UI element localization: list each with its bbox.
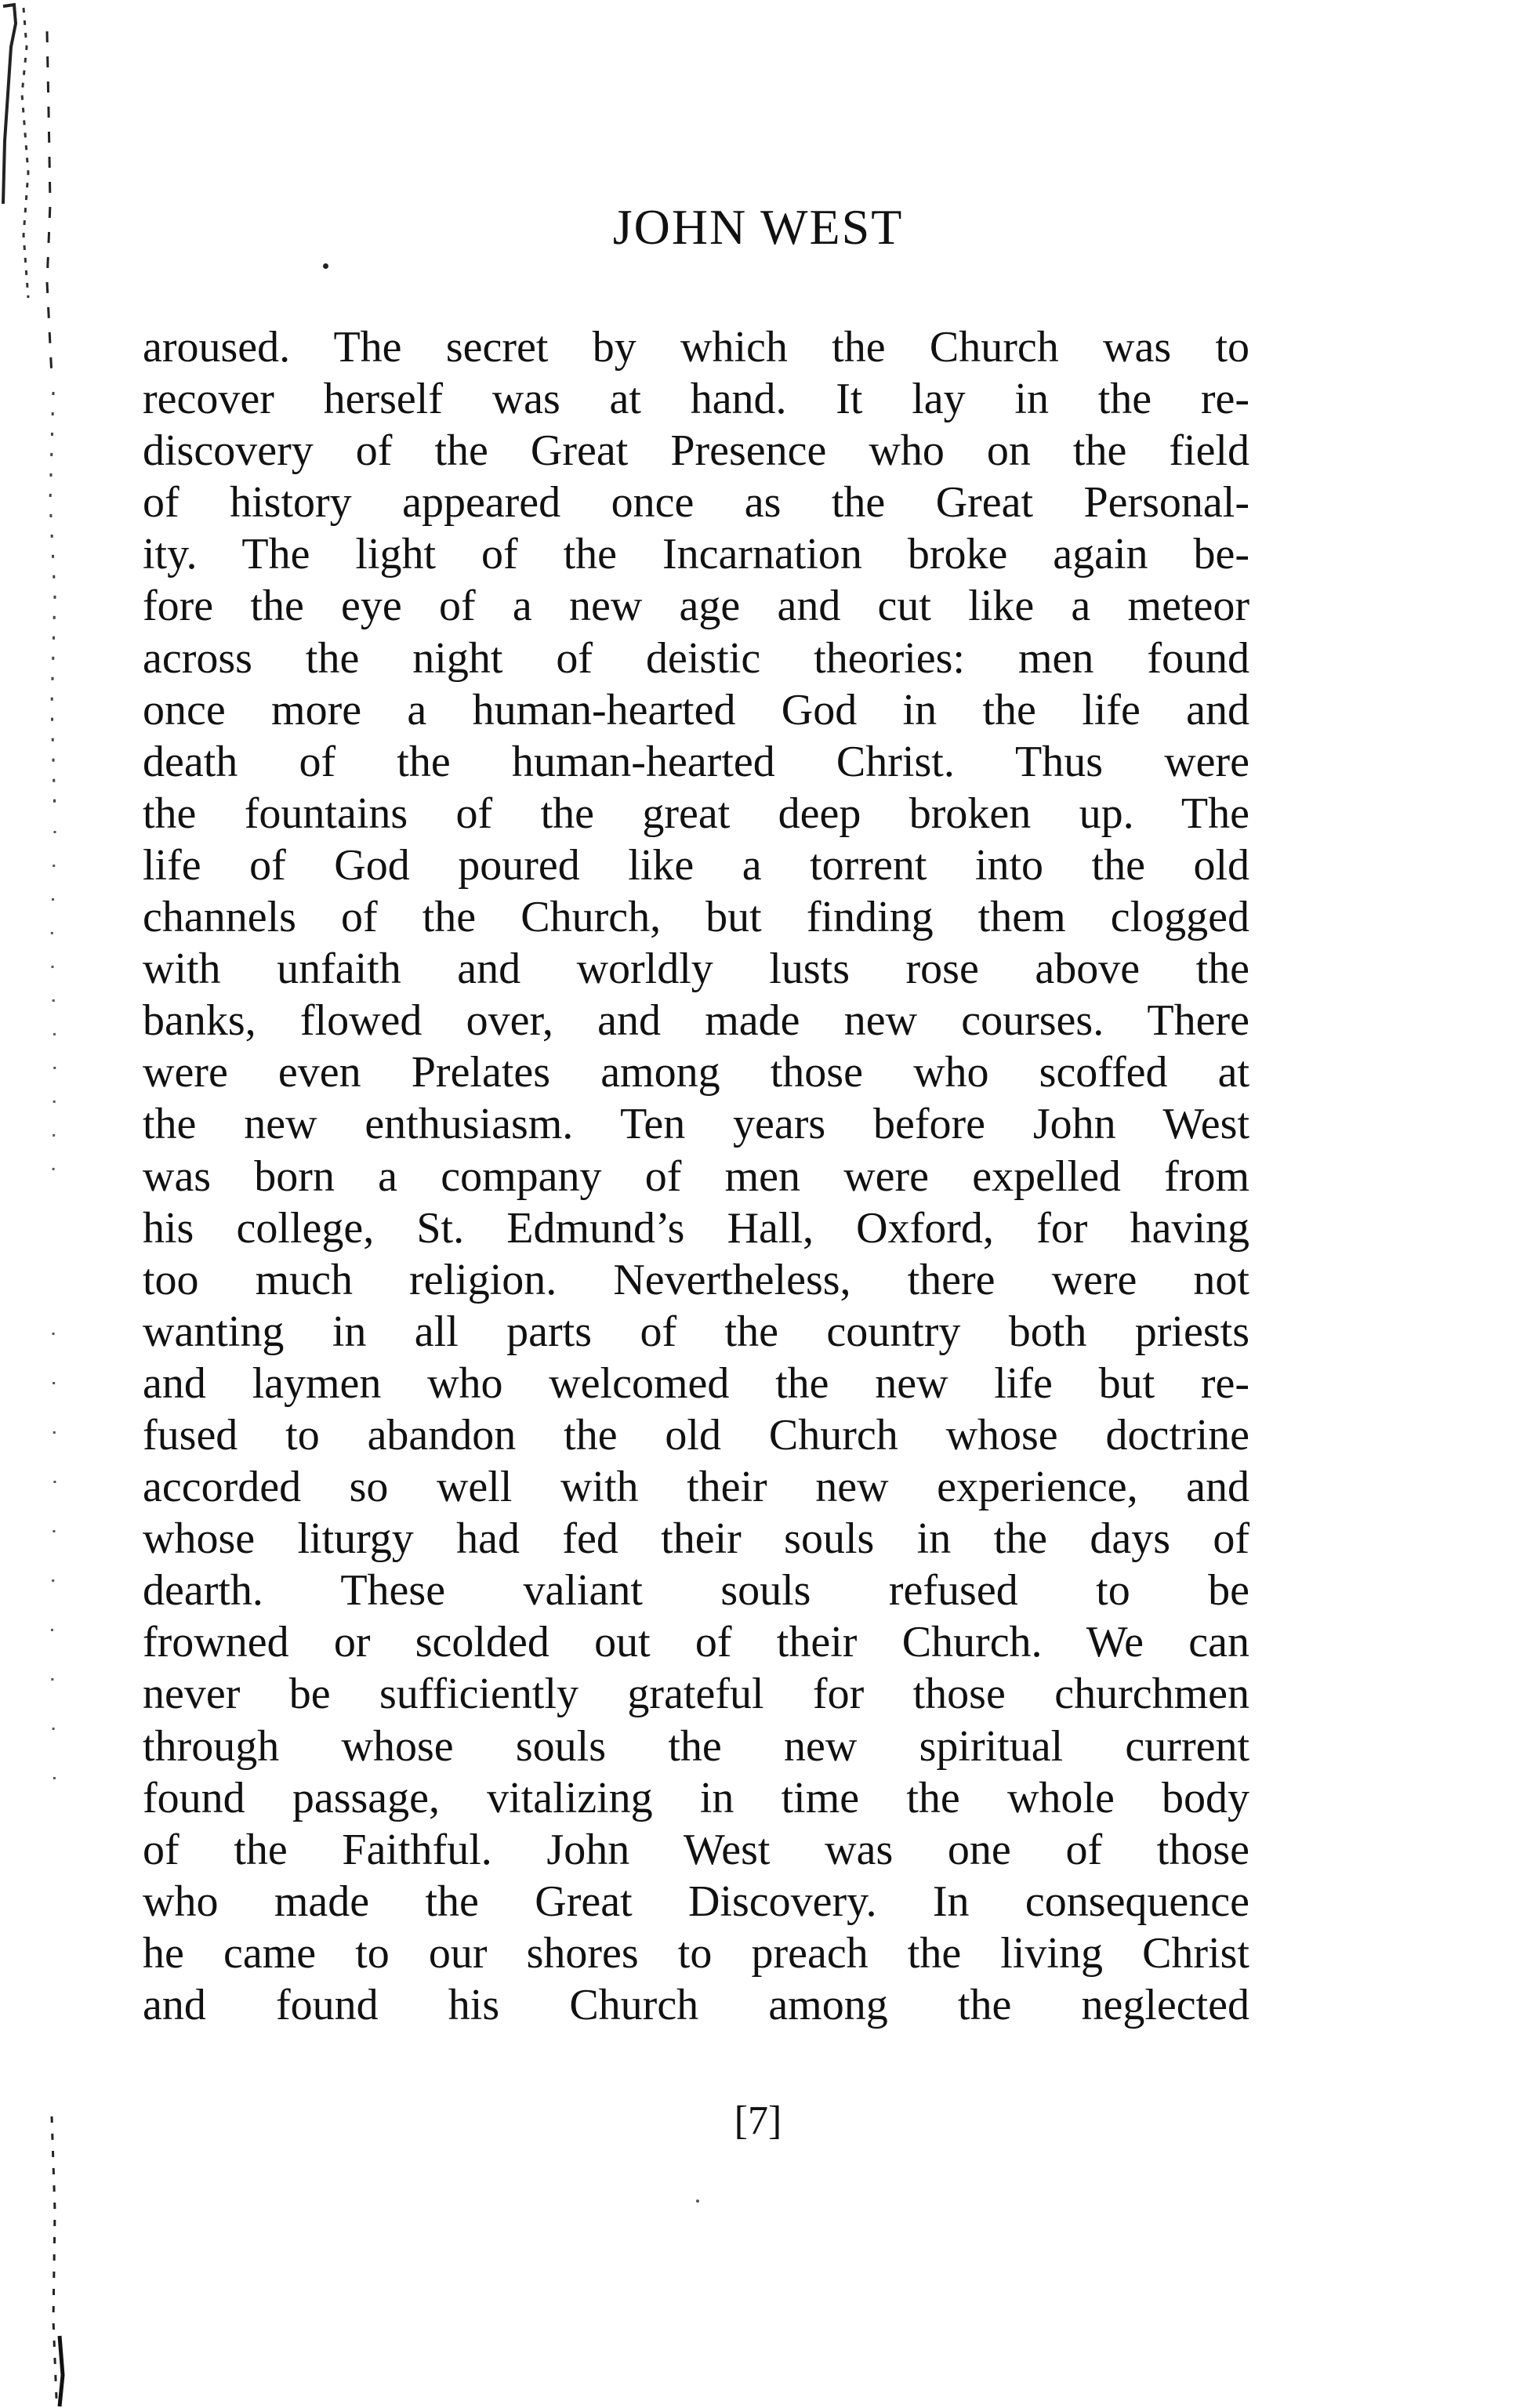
text-line: once more a human-hearted God in the life and [143, 685, 1249, 734]
text-line: aroused. The secret by which the Church was to [143, 323, 1249, 372]
text-line: and laymen who welcomed the new life but re- [143, 1358, 1249, 1408]
text-line: recover herself was at hand. It lay in the re- [143, 375, 1249, 424]
text-line: was born a company of men were expelled from [143, 1151, 1249, 1201]
text-line: channels of the Church, but finding them clogged [143, 893, 1249, 942]
text-line: too much religion. Nevertheless, there were not [143, 1255, 1249, 1304]
text-line: frowned or scolded out of their Church. We can [143, 1618, 1249, 1667]
text-line: death of the human-hearted Christ. Thus were [143, 737, 1249, 786]
text-line: banks, flowed over, and made new courses. There [143, 996, 1249, 1046]
text-line: fore the eye of a new age and cut like a meteor [143, 582, 1249, 631]
text-line: of history appeared once as the Great Personal- [143, 478, 1249, 528]
text-line: his college, St. Edmund’s Hall, Oxford, for having [143, 1203, 1249, 1253]
stray-mark [696, 2199, 699, 2203]
text-line: discovery of the Great Presence who on the field [143, 426, 1249, 476]
binding-edge-scan-artifact [0, 0, 78, 2408]
text-line: whose liturgy had fed their souls in the days of [143, 1514, 1249, 1564]
text-line: the new enthusiasm. Ten years before John West [143, 1100, 1249, 1149]
text-line: found passage, vitalizing in time the whole body [143, 1773, 1249, 1822]
page-number: [7] [734, 2098, 782, 2143]
text-line: life of God poured like a torrent into the old [143, 840, 1249, 890]
text-line: across the night of deistic theories: men found [143, 633, 1249, 683]
text-line: of the Faithful. John West was one of those [143, 1825, 1249, 1874]
text-line: fused to abandon the old Church whose doctrine [143, 1410, 1249, 1460]
text-line: never be sufficiently grateful for those churchmen [143, 1670, 1249, 1719]
stray-mark [323, 263, 328, 269]
text-line: wanting in all parts of the country both priests [143, 1307, 1249, 1356]
text-line: with unfaith and worldly lusts rose above the [143, 945, 1249, 994]
text-line: ity. The light of the Incarnation broke again be- [143, 530, 1249, 579]
text-line: accorded so well with their new experience, and [143, 1463, 1249, 1512]
running-head: JOHN WEST [612, 199, 904, 255]
text-line: and found his Church among the neglected [143, 1981, 1249, 2029]
text-line: he came to our shores to preach the living Christ [143, 1928, 1249, 1978]
text-line: were even Prelates among those who scoffed at [143, 1048, 1249, 1097]
text-line: dearth. These valiant souls refused to be [143, 1566, 1249, 1616]
body-text [143, 321, 1249, 2031]
text-line: through whose souls the new spiritual current [143, 1721, 1249, 1771]
text-line: the fountains of the great deep broken up. The [143, 789, 1249, 838]
text-line: who made the Great Discovery. In consequence [143, 1877, 1249, 1926]
